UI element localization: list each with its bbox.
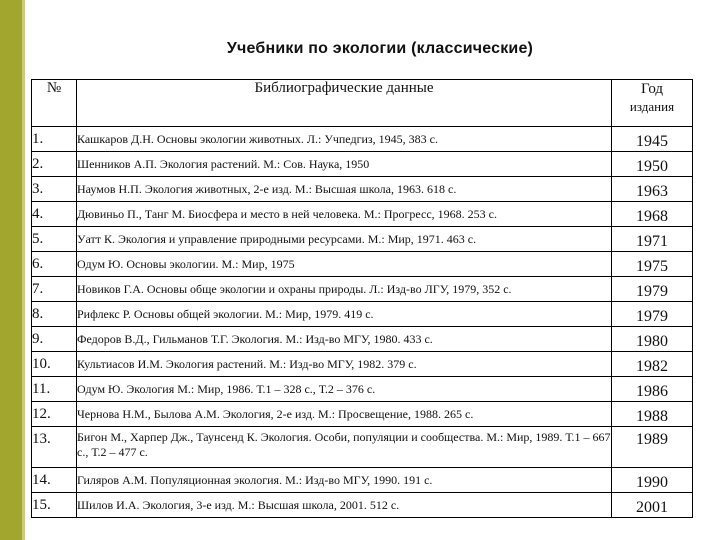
row-bibliographic-entry: Уатт К. Экология и управление природными ресурсами. М.: Мир, 1971. 463 с. (77, 227, 612, 252)
row-year: 1950 (612, 152, 693, 177)
row-number: 4. (32, 202, 77, 227)
row-number: 13. (32, 427, 77, 468)
row-bibliographic-entry: Дювиньо П., Танг М. Биосфера и место в ней человека. М.: Прогресс, 1968. 253 с. (77, 202, 612, 227)
table-row (32, 227, 693, 252)
table-row (32, 202, 693, 227)
table-row (32, 152, 693, 177)
table-row (32, 277, 693, 302)
row-bibliographic-entry: Рифлекс Р. Основы общей экологии. М.: Мир, 1979. 419 с. (77, 302, 612, 327)
row-number: 11. (32, 377, 77, 402)
row-number: 14. (32, 468, 77, 493)
table-row (32, 468, 693, 493)
row-year: 1990 (612, 468, 693, 493)
row-number: 8. (32, 302, 77, 327)
header-year-line1: Год (640, 81, 664, 97)
row-year: 1975 (612, 252, 693, 277)
row-year: 1979 (612, 302, 693, 327)
header-bibliographic-data: Библиографические данные (77, 80, 612, 127)
row-number: 6. (32, 252, 77, 277)
table-row (32, 177, 693, 202)
row-year: 1963 (612, 177, 693, 202)
table-row (32, 377, 693, 402)
row-bibliographic-entry: Гиляров А.М. Популяционная экология. М.: Изд-во МГУ, 1990. 191 с. (77, 468, 612, 493)
table-body (32, 127, 693, 518)
row-year: 1945 (612, 127, 693, 152)
row-bibliographic-entry: Одум Ю. Экология М.: Мир, 1986. Т.1 – 328 с., Т.2 – 376 с. (77, 377, 612, 402)
row-bibliographic-entry: Чернова Н.М., Былова А.М. Экология, 2-е изд. М.: Просвещение, 1988. 265 с. (77, 402, 612, 427)
row-year: 1971 (612, 227, 693, 252)
left-accent-bar-shade (22, 0, 25, 540)
table-row (32, 427, 693, 468)
row-number: 1. (32, 127, 77, 152)
table-row (32, 302, 693, 327)
row-number: 12. (32, 402, 77, 427)
row-year: 1968 (612, 202, 693, 227)
row-bibliographic-entry: Кашкаров Д.Н. Основы экологии животных. Л.: Учпедгиз, 1945, 383 с. (77, 127, 612, 152)
header-year (612, 80, 693, 127)
row-number: 5. (32, 227, 77, 252)
table-row (32, 352, 693, 377)
table-row (32, 327, 693, 352)
row-year: 1986 (612, 377, 693, 402)
header-year-line2: издания (629, 99, 675, 114)
row-number: 10. (32, 352, 77, 377)
row-year: 2001 (612, 493, 693, 518)
row-number: 3. (32, 177, 77, 202)
table-header-row (32, 80, 693, 127)
row-bibliographic-entry: Новиков Г.А. Основы обще экологии и охраны природы. Л.: Изд-во ЛГУ, 1979, 352 с. (77, 277, 612, 302)
row-number: 9. (32, 327, 77, 352)
bibliography-table (31, 79, 693, 518)
row-year: 1980 (612, 327, 693, 352)
row-number: 15. (32, 493, 77, 518)
row-year: 1979 (612, 277, 693, 302)
row-year: 1988 (612, 402, 693, 427)
row-year: 1989 (612, 427, 693, 468)
table-row (32, 252, 693, 277)
row-bibliographic-entry: Одум Ю. Основы экологии. М.: Мир, 1975 (77, 252, 612, 277)
row-number: 7. (32, 277, 77, 302)
row-bibliographic-entry: Культиасов И.М. Экология растений. М.: Изд-во МГУ, 1982. 379 с. (77, 352, 612, 377)
row-bibliographic-entry: Шилов И.А. Экология, 3-е изд. М.: Высшая школа, 2001. 512 с. (77, 493, 612, 518)
row-bibliographic-entry: Федоров В.Д., Гильманов Т.Г. Экология. М.: Изд-во МГУ, 1980. 433 с. (77, 327, 612, 352)
table-row (32, 402, 693, 427)
header-number: № (32, 80, 77, 127)
page-title: Учебники по экологии (классические) (226, 40, 534, 57)
row-bibliographic-entry: Шенников А.П. Экология растений. М.: Сов. Наука, 1950 (77, 152, 612, 177)
table-row (32, 127, 693, 152)
row-bibliographic-entry: Наумов Н.П. Экология животных, 2-е изд. М.: Высшая школа, 1963. 618 с. (77, 177, 612, 202)
left-accent-bar (0, 0, 22, 540)
row-number: 2. (32, 152, 77, 177)
row-year: 1982 (612, 352, 693, 377)
table-row (32, 493, 693, 518)
row-bibliographic-entry: Бигон М., Харпер Дж., Таунсенд К. Экология. Особи, популяции и сообщества. М.: Мир, 1989. Т.1 – 667 с., Т.2 – 477 с. (77, 427, 612, 468)
